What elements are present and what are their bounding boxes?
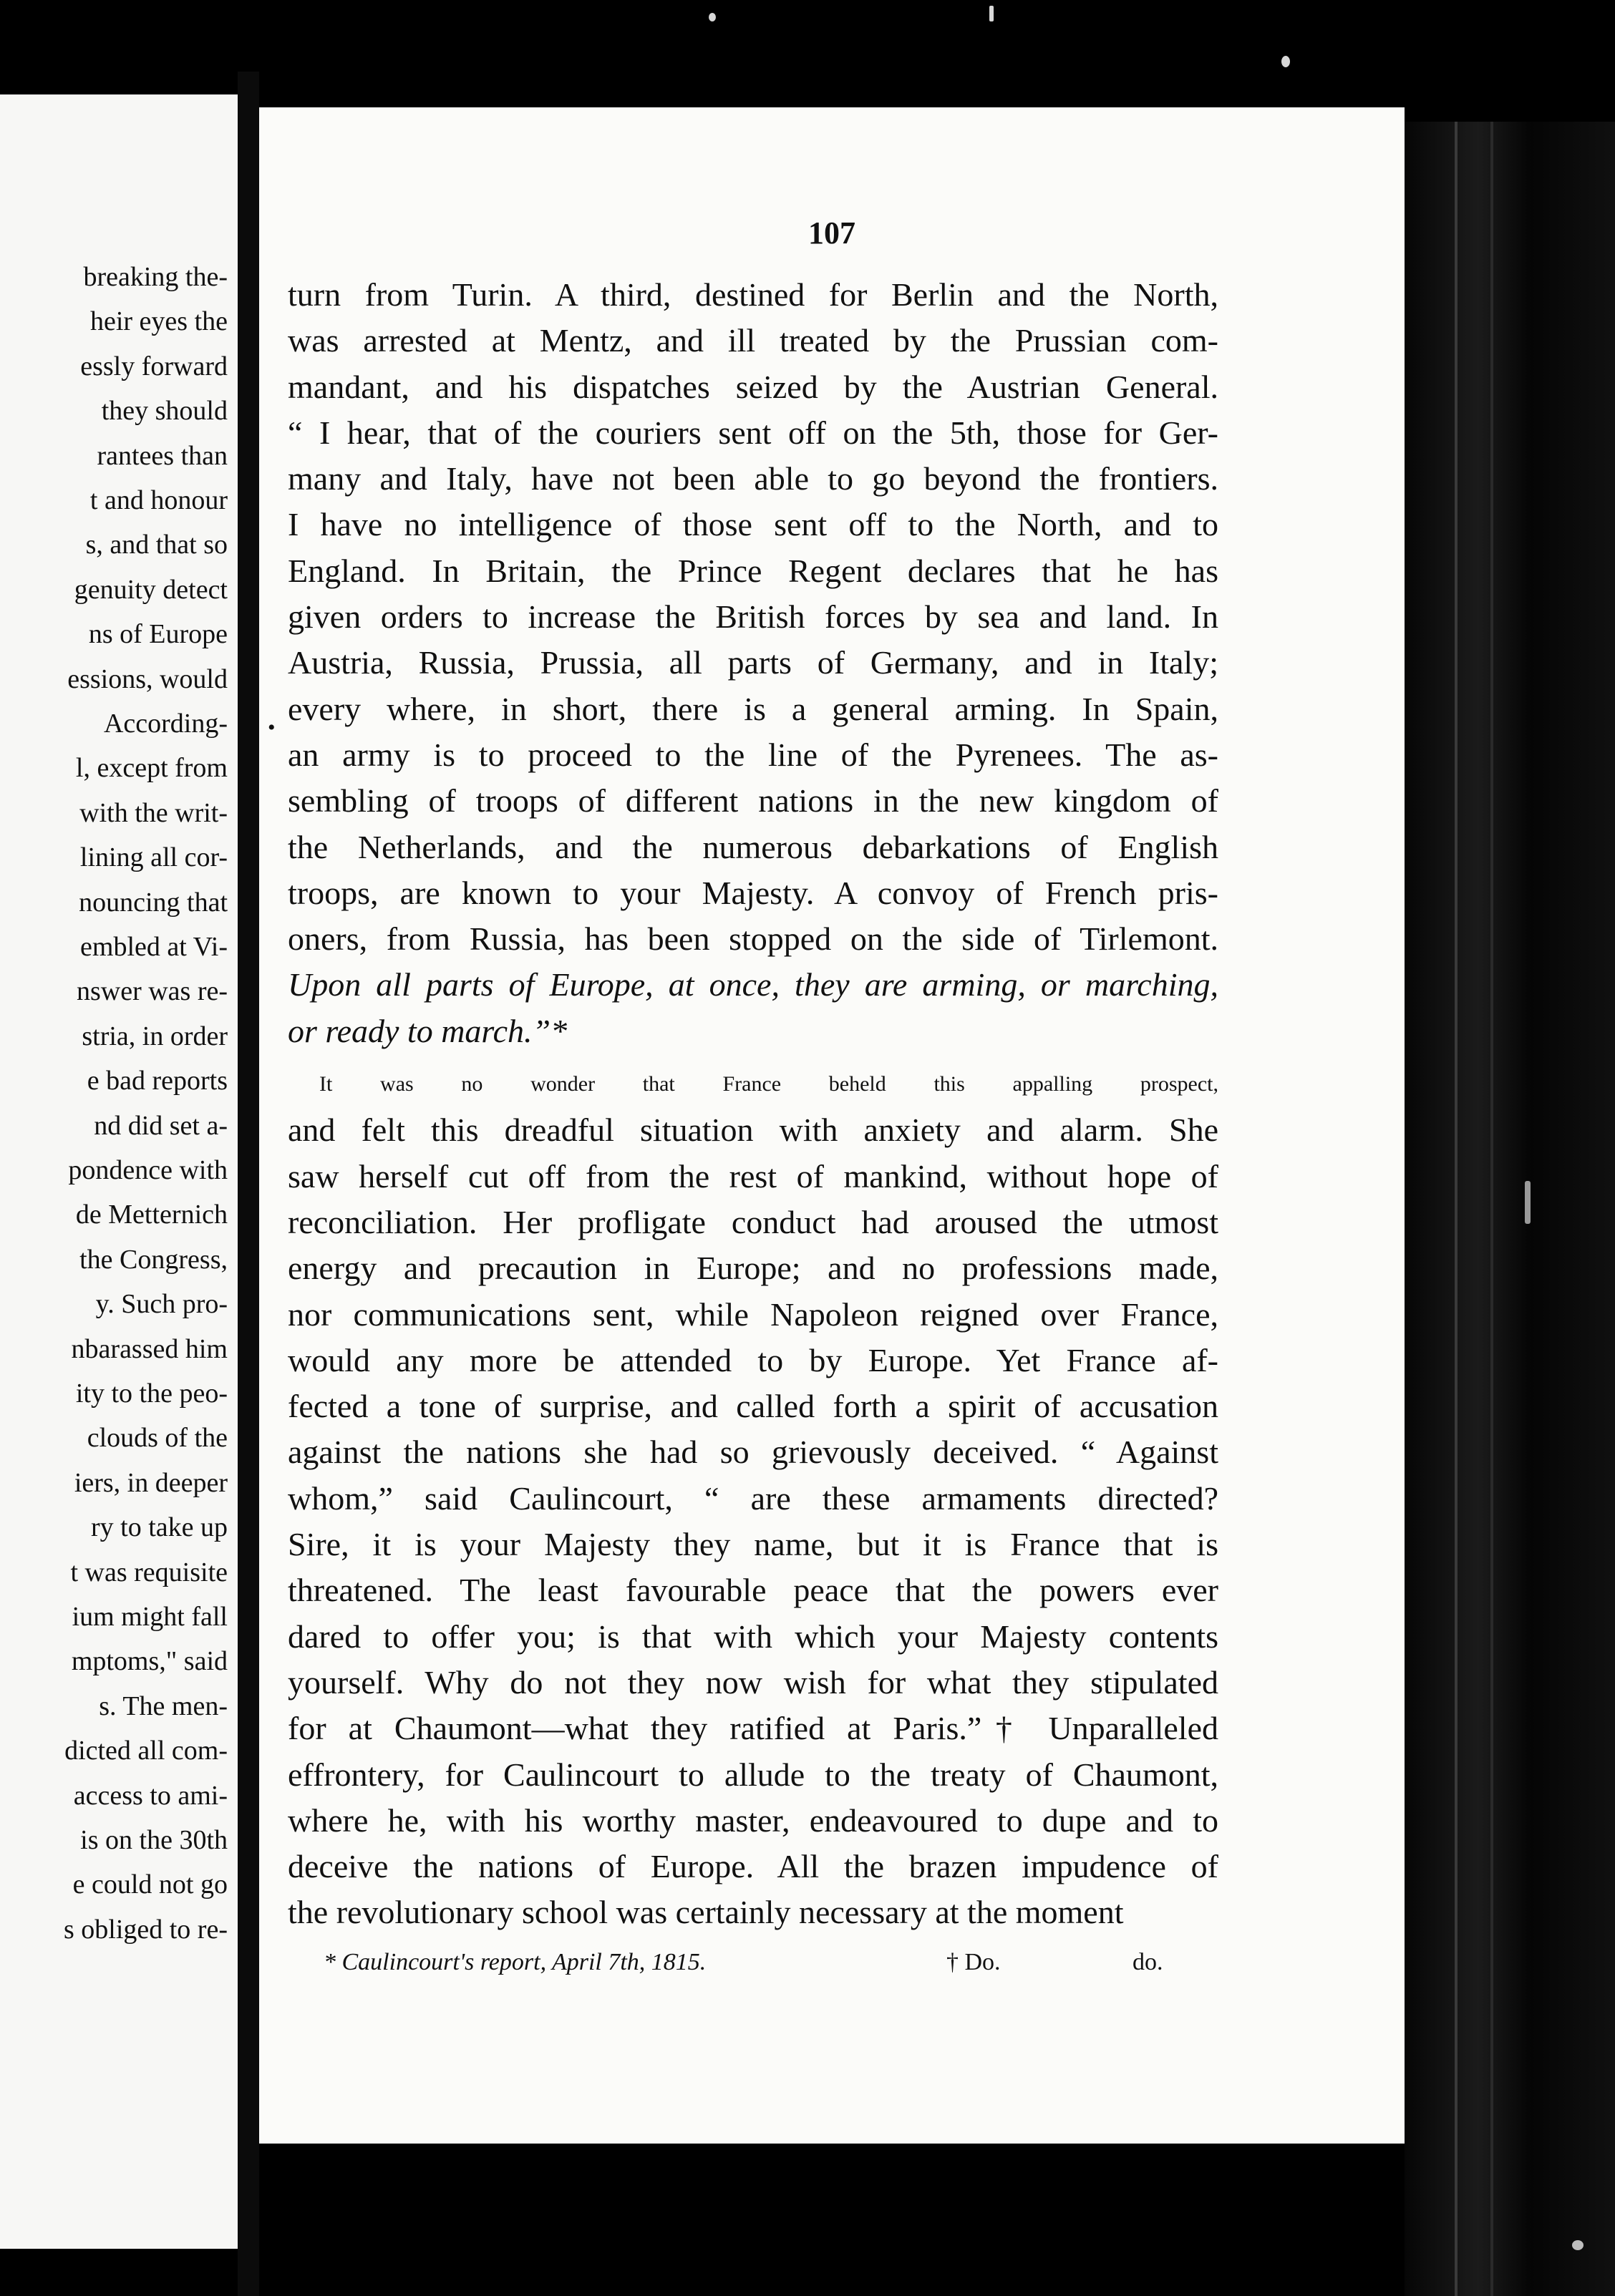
- text-line: dared to offer you; is that with which your Majesty contents: [288, 1618, 1218, 1655]
- left-page-text-line: clouds of the: [87, 1423, 228, 1454]
- binding-stripe: [1490, 122, 1493, 2296]
- left-page-text-line: the Congress,: [79, 1244, 228, 1275]
- text-line: oners, from Russia, has been stopped on the side of Tirlemont.: [288, 920, 1218, 958]
- footnote-ditto: do.: [1133, 1949, 1163, 1975]
- text-line: sembling of troops of different nations in the new kingdom of: [288, 782, 1218, 819]
- left-page-text-line: t and honour: [89, 485, 228, 515]
- paragraph-start-line: It was no wonder that France beheld this appalling prospect,: [319, 1072, 1218, 1096]
- text-line: turn from Turin. A third, destined for Berlin and the North,: [288, 276, 1218, 313]
- left-page-text-line: access to ami-: [73, 1780, 228, 1811]
- left-page-text-line: genuity detect: [74, 574, 228, 605]
- text-line: fected a tone of surprise, and called forth a spirit of accusation: [288, 1388, 1218, 1425]
- scan-speck: [709, 13, 716, 21]
- text-line: “ I hear, that of the couriers sent off on the 5th, those for Ger-: [288, 414, 1218, 451]
- left-facing-page: [0, 94, 242, 2249]
- left-page-text-line: l, except from: [75, 753, 228, 784]
- text-line-italic: Upon all parts of Europe, at once, they are arming, or marching,: [288, 966, 1218, 1003]
- scan-speck: [1525, 1181, 1531, 1224]
- text-line: would any more be attended to by Europe. Yet France af-: [288, 1341, 1218, 1378]
- text-line: where he, with his worthy master, endeavoured to dupe and to: [288, 1801, 1218, 1839]
- left-page-text-line: rantees than: [97, 440, 228, 471]
- text-line: troops, are known to your Majesty. A convoy of French pris-: [288, 874, 1218, 911]
- binding-stripe: [1455, 122, 1458, 2296]
- left-page-text-line: essly forward: [80, 351, 228, 381]
- right-page: [259, 107, 1405, 2144]
- text-line: for at Chaumont—what they ratified at Paris.”† Unparalleled: [288, 1710, 1218, 1747]
- left-page-text-line: e bad reports: [87, 1066, 228, 1096]
- left-page-text-line: mptoms," said: [71, 1646, 228, 1677]
- left-page-text-line: According-: [103, 709, 228, 739]
- left-page-text-line: y. Such pro-: [95, 1289, 228, 1320]
- left-page-text-line: is on the 30th: [80, 1825, 228, 1855]
- text-line-italic: or ready to march.”*: [288, 1012, 568, 1049]
- left-page-text-line: lining all cor-: [79, 842, 228, 873]
- book-binding-edge: [1405, 122, 1615, 2296]
- left-page-text-line: nouncing that: [79, 887, 228, 918]
- left-page-text-line: nd did set a-: [94, 1110, 228, 1141]
- book-gutter: [238, 72, 259, 2296]
- text-line: Austria, Russia, Prussia, all parts of Germany, and in Italy;: [288, 644, 1218, 681]
- text-line: mandant, and his dispatches seized by the Austrian General.: [288, 368, 1218, 405]
- footnote-ditto-dagger: † Do.: [946, 1949, 1001, 1975]
- text-line: given orders to increase the British forces by sea and land. In: [288, 598, 1218, 636]
- footnote-caulincourt-report: * Caulincourt's report, April 7th, 1815.: [324, 1949, 707, 1975]
- text-line: reconciliation. Her profligate conduct had aroused the utmost: [288, 1203, 1218, 1240]
- left-page-text-line: nbarassed him: [71, 1333, 228, 1364]
- left-page-text-line: e could not go: [72, 1869, 228, 1900]
- left-page-text-line: s. The men-: [99, 1691, 228, 1721]
- left-page-text-line: they should: [101, 396, 228, 427]
- left-page-text-line: heir eyes the: [89, 306, 228, 337]
- text-line: energy and precaution in Europe; and no professions made,: [288, 1250, 1218, 1287]
- text-line: nor communications sent, while Napoleon reigned over France,: [288, 1295, 1218, 1333]
- text-line: saw herself cut off from the rest of mankind, without hope of: [288, 1157, 1218, 1195]
- left-page-text-line: stria, in order: [82, 1021, 228, 1051]
- left-page-text-line: de Metternich: [75, 1200, 228, 1230]
- left-page-text-line: ity to the peo-: [75, 1378, 228, 1409]
- body-text: [288, 272, 1218, 1936]
- left-page-text-line: ium might fall: [72, 1602, 228, 1632]
- left-page-text-line: breaking the-: [83, 262, 228, 292]
- text-line: England. In Britain, the Prince Regent declares that he has: [288, 552, 1218, 589]
- left-page-text-line: s obliged to re-: [63, 1914, 228, 1945]
- text-line: the revolutionary school was certainly necessary at the moment: [288, 1894, 1124, 1931]
- scan-speck: [1572, 2240, 1584, 2250]
- left-page-text-line: essions, would: [67, 663, 228, 694]
- text-line: was arrested at Mentz, and ill treated by the Prussian com-: [288, 322, 1218, 359]
- text-line: and felt this dreadful situation with anxiety and alarm. She: [288, 1111, 1218, 1149]
- left-page-text-line: iers, in deeper: [74, 1467, 228, 1498]
- left-page-text-line: ry to take up: [90, 1512, 228, 1543]
- scan-speck: [1281, 56, 1290, 67]
- text-line: Sire, it is your Majesty they name, but it is France that is: [288, 1526, 1218, 1563]
- text-line: effrontery, for Caulincourt to allude to the treaty of Chaumont,: [288, 1756, 1218, 1793]
- text-line: every where, in short, there is a general arming. In Spain,: [288, 690, 1218, 727]
- text-line: an army is to proceed to the line of the Pyrenees. The as-: [288, 736, 1218, 773]
- scan-speck: [989, 6, 994, 21]
- page-number: 107: [808, 215, 855, 250]
- text-line: the Netherlands, and the numerous debarkations of English: [288, 828, 1218, 865]
- text-line: threatened. The least favourable peace that the powers ever: [288, 1572, 1218, 1609]
- left-page-text-line: with the writ-: [79, 797, 228, 828]
- left-page-text-line: t was requisite: [70, 1557, 228, 1587]
- left-page-text-line: pondence with: [68, 1155, 228, 1185]
- text-line: many and Italy, have not been able to go beyond the frontiers.: [288, 460, 1218, 497]
- left-page-text-line: nswer was re-: [76, 976, 228, 1007]
- text-line: whom,” said Caulincourt, “ are these armaments directed?: [288, 1479, 1218, 1517]
- text-line: I have no intelligence of those sent off to the North, and to: [288, 506, 1218, 543]
- text-line: against the nations she had so grievously deceived. “ Against: [288, 1434, 1218, 1471]
- text-line: yourself. Why do not they now wish for what they stipulated: [288, 1663, 1218, 1701]
- left-page-text-line: embled at Vi-: [80, 932, 228, 962]
- left-page-text-line: s, and that so: [85, 530, 228, 560]
- left-page-text-line: ns of Europe: [88, 619, 228, 650]
- margin-mark: •: [268, 716, 276, 739]
- text-line: deceive the nations of Europe. All the brazen impudence of: [288, 1848, 1218, 1885]
- left-page-text-line: dicted all com-: [64, 1736, 228, 1766]
